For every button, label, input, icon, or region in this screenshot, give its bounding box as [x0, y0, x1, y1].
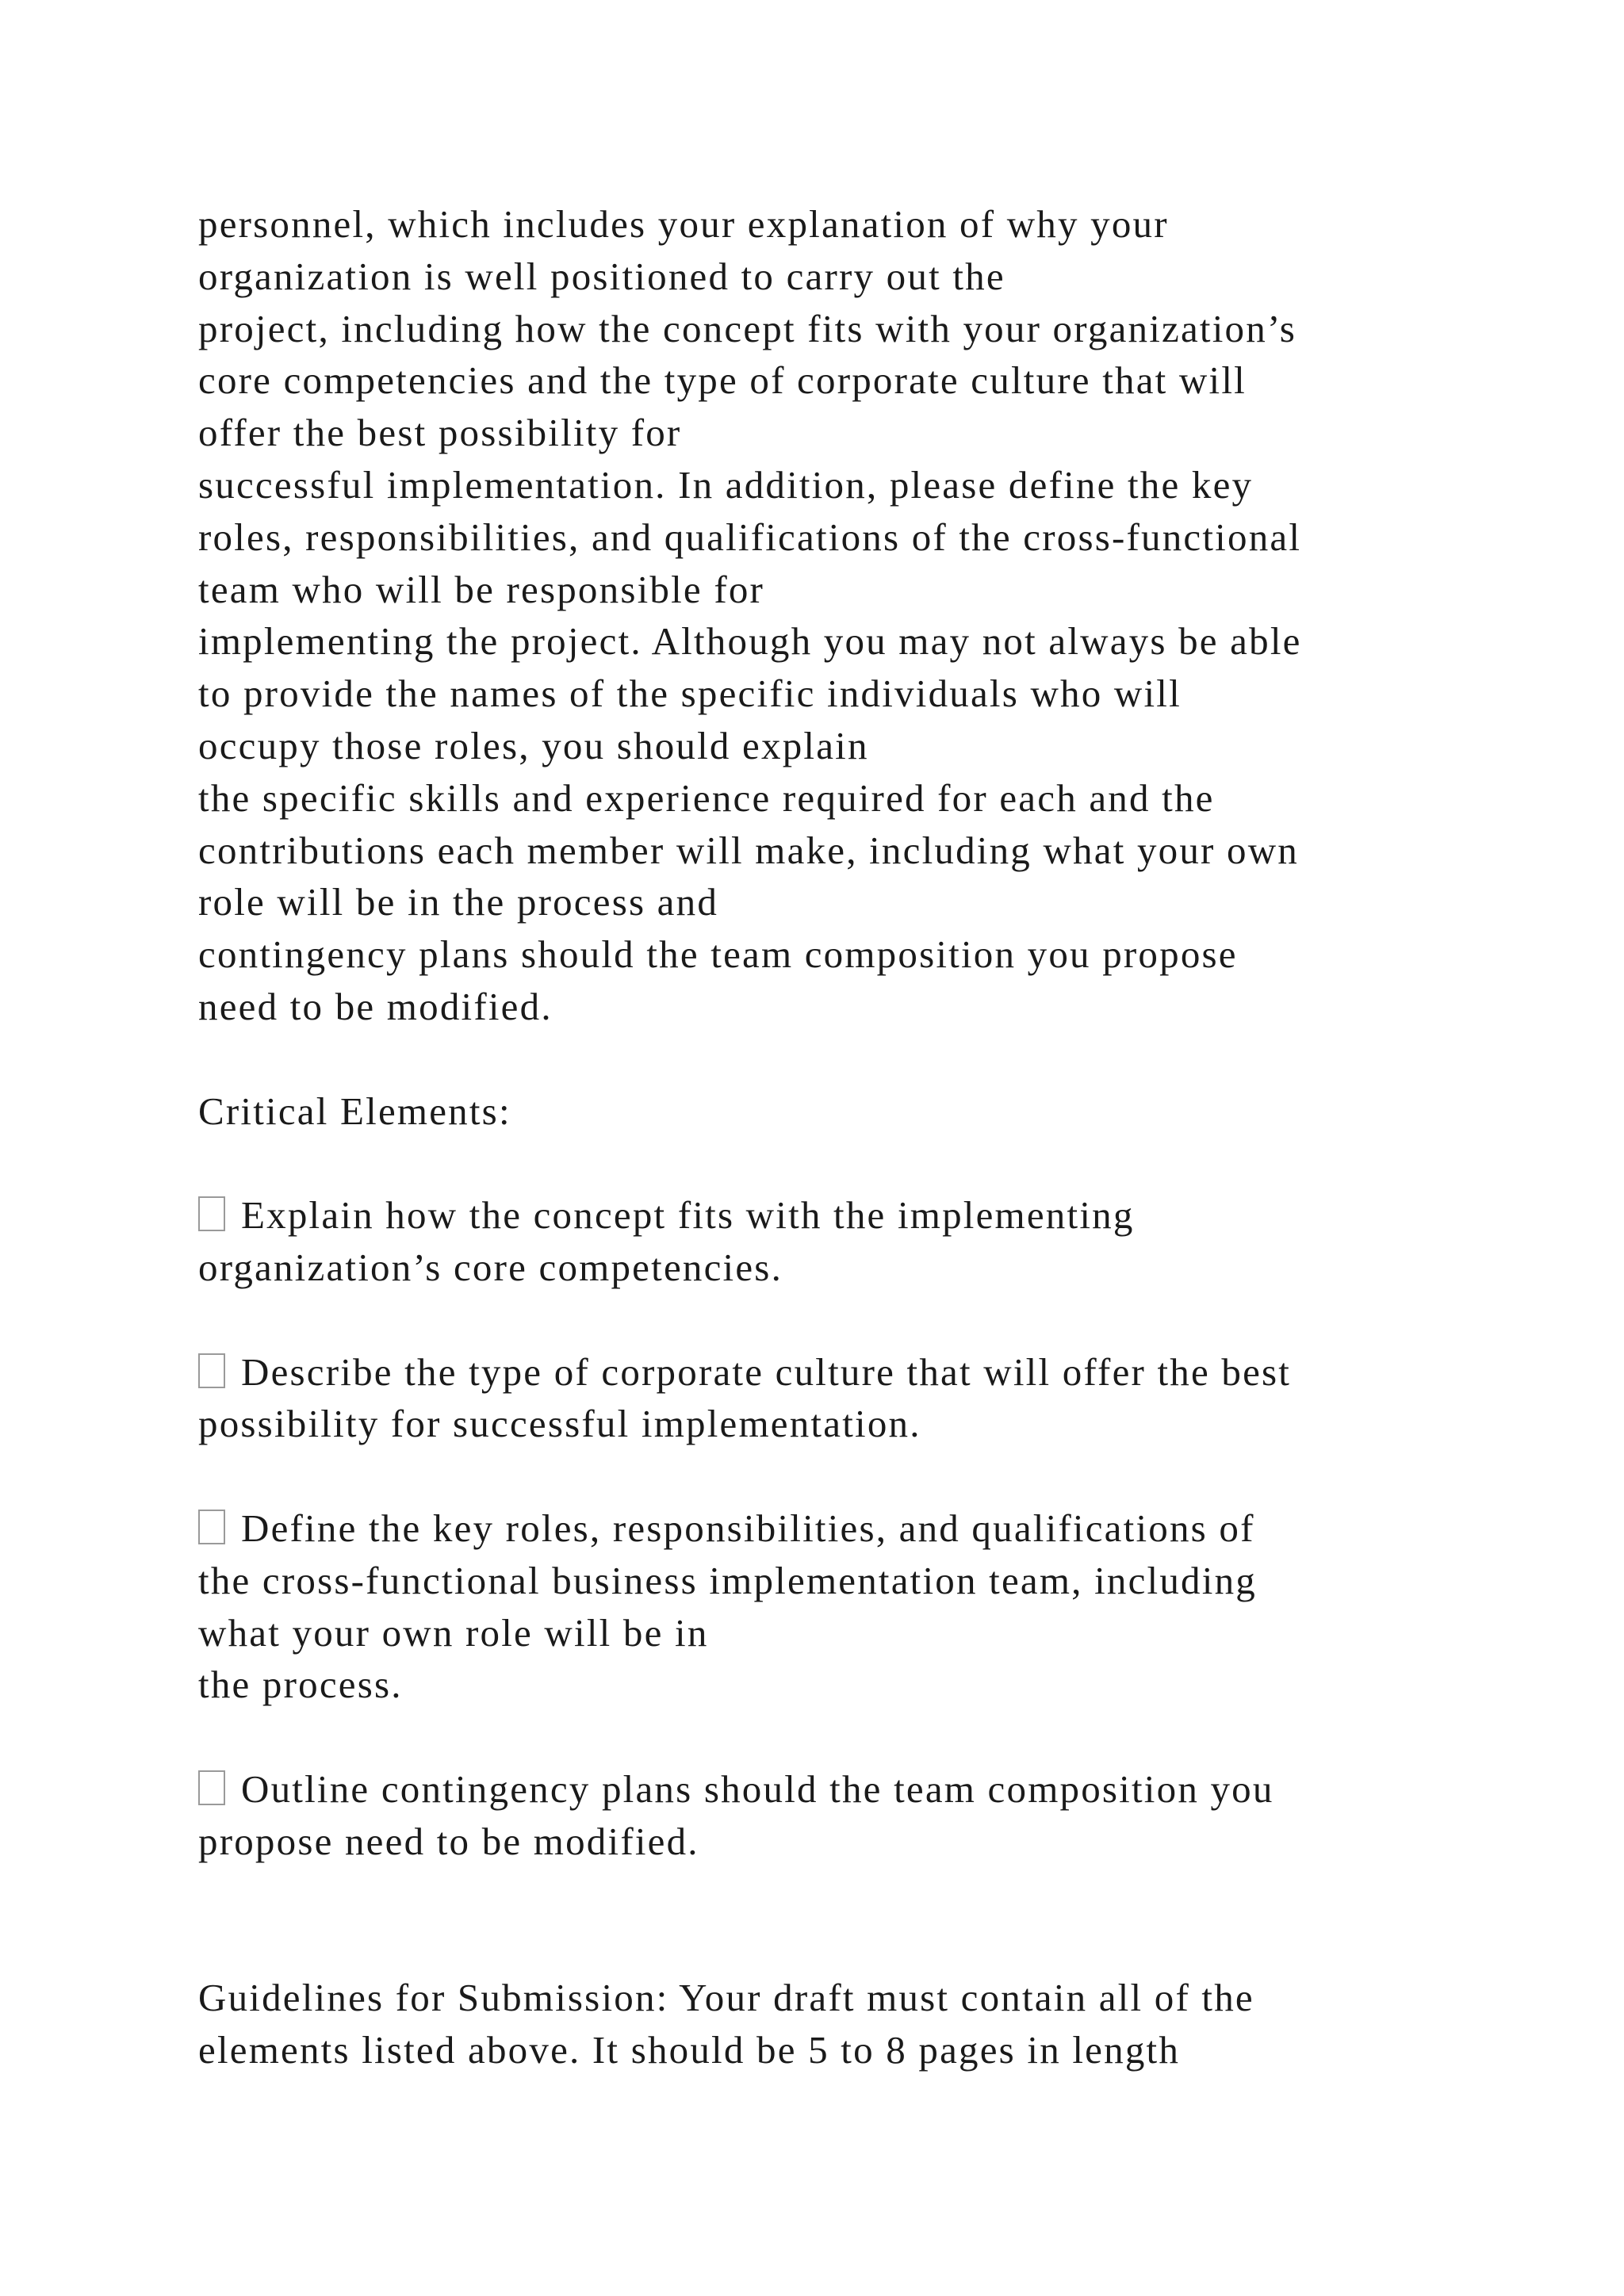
bullet-line	[198, 1346, 1507, 1399]
paragraph-line: roles, responsibilities, and qualifications of the cross-functional	[198, 515, 1302, 559]
bullet-continuation: organization’s core competencies.	[198, 1245, 783, 1289]
spacer	[198, 1919, 1507, 1972]
paragraph-line: project, including how the concept fits with your organization’s	[198, 306, 1297, 350]
guidelines-line: Guidelines for Submission: Your draft must contain all of the	[198, 1976, 1254, 2020]
paragraph-line: personnel, which includes your explanation of why your	[198, 202, 1169, 246]
paragraph-line: the specific skills and experience required for each and the	[198, 775, 1215, 820]
missing-glyph-box-icon	[198, 1353, 225, 1388]
document-text	[198, 198, 1507, 2076]
bullet-item	[198, 1346, 1507, 1451]
paragraph-line: organization is well positioned to carry out the	[198, 254, 1005, 298]
spacer	[198, 1294, 1507, 1346]
spacer	[198, 1711, 1507, 1763]
paragraph-line: role will be in the process and	[198, 880, 719, 924]
paragraph-line: occupy those roles, you should explain	[198, 723, 869, 767]
spacer	[198, 1868, 1507, 1920]
bullet-line	[198, 1189, 1507, 1242]
missing-glyph-box-icon	[198, 1196, 225, 1231]
bullet-continuation: possibility for successful implementation.	[198, 1402, 921, 1446]
paragraph-line: offer the best possibility for	[198, 411, 682, 455]
spacer	[198, 1450, 1507, 1502]
bullet-item	[198, 1502, 1507, 1711]
missing-glyph-box-icon	[198, 1510, 225, 1544]
bullet-text: Describe the type of corporate culture that will offer the best	[241, 1349, 1292, 1394]
paragraph-line: contingency plans should the team composition you propose	[198, 932, 1238, 977]
missing-glyph-box-icon	[198, 1770, 225, 1805]
paragraph-line: core competencies and the type of corporate culture that will	[198, 358, 1247, 403]
bullet-text: Define the key roles, responsibilities, and qualifications of	[241, 1506, 1255, 1550]
bullet-item	[198, 1189, 1507, 1294]
bullet-continuation: the cross-functional business implementation team, including	[198, 1558, 1257, 1602]
guidelines-paragraph	[198, 1972, 1507, 2076]
paragraph-line: implementing the project. Although you may not always be able	[198, 619, 1302, 664]
guidelines-line: elements listed above. It should be 5 to 8 pages in length	[198, 2027, 1181, 2072]
bullet-text: Explain how the concept fits with the implementing	[241, 1193, 1135, 1238]
paragraph-line: contributions each member will make, including what your own	[198, 828, 1300, 872]
bullet-continuation: the process.	[198, 1663, 403, 1707]
bullet-line	[198, 1763, 1507, 1816]
paragraph-line: to provide the names of the specific individuals who will	[198, 672, 1182, 716]
bullet-text: Outline contingency plans should the team composition you	[241, 1766, 1274, 1811]
spacer	[198, 1137, 1507, 1189]
bullet-continuation: propose need to be modified.	[198, 1819, 699, 1863]
bullet-continuation: what your own role will be in	[198, 1610, 709, 1655]
paragraph-line: need to be modified.	[198, 984, 553, 1028]
spacer	[198, 1033, 1507, 1085]
intro-paragraph	[198, 198, 1507, 1033]
paragraph-line: team who will be responsible for	[198, 567, 765, 611]
critical-elements-heading: Critical Elements:	[198, 1089, 511, 1133]
paragraph-line: successful implementation. In addition, please define the key	[198, 462, 1254, 507]
bullet-item	[198, 1763, 1507, 1868]
bullet-line	[198, 1502, 1507, 1555]
